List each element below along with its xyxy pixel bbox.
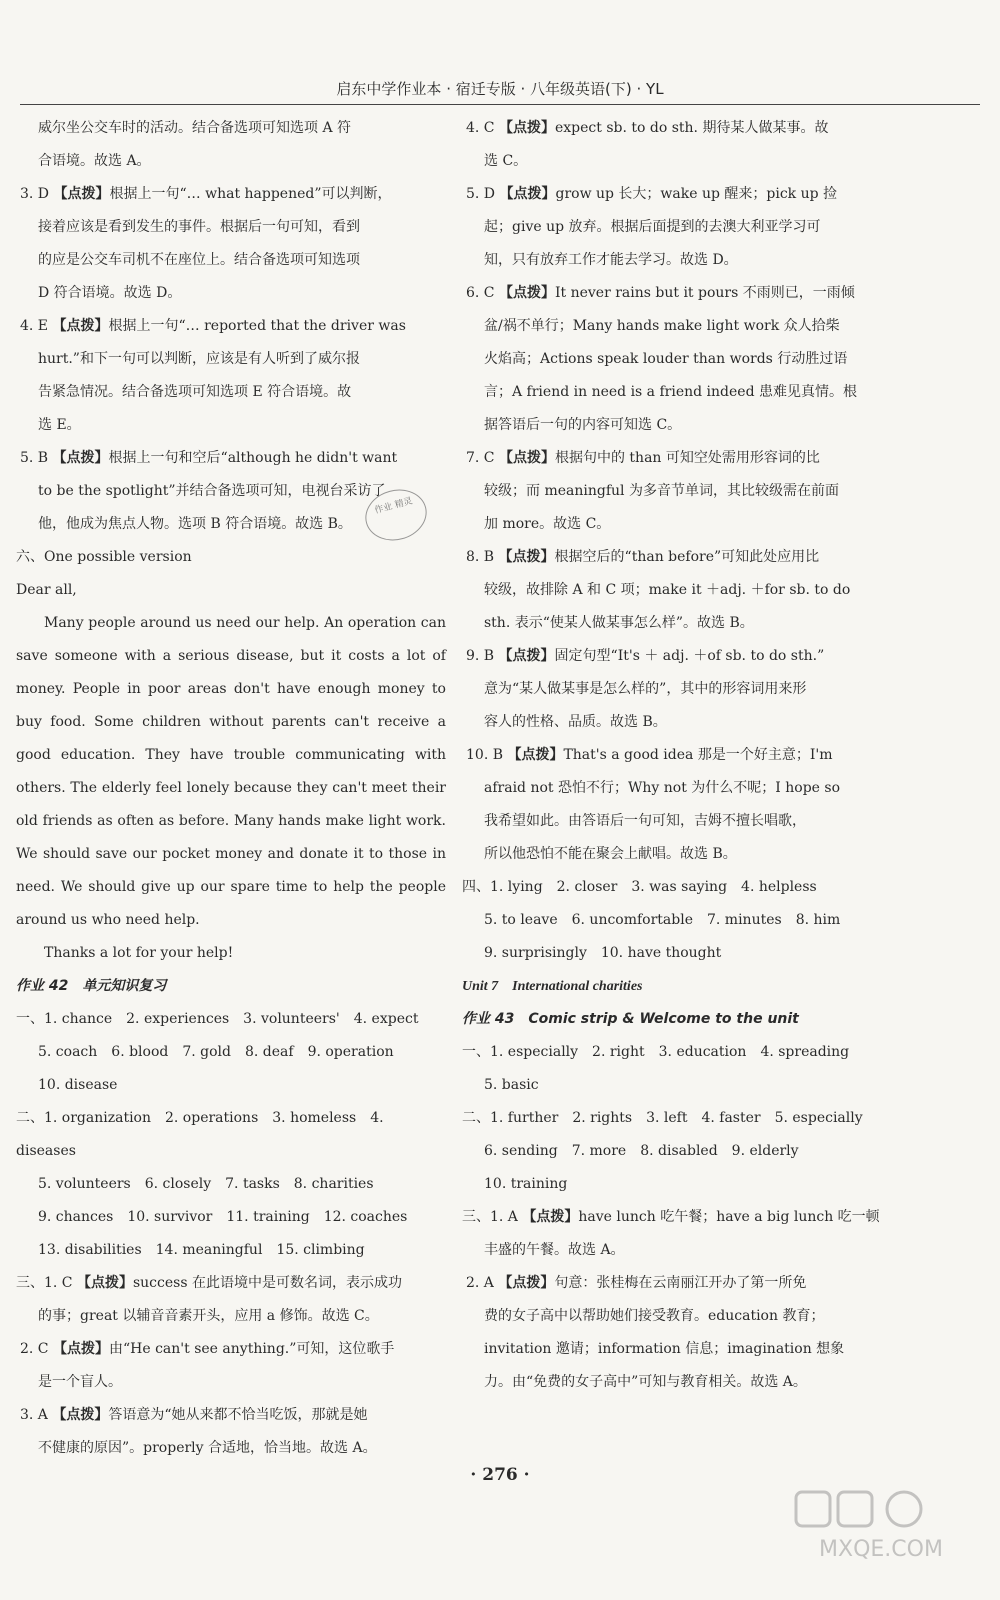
line-text: 据答语后一句的内容可知选 C。 [484, 417, 682, 433]
line-text: 固定句型“It's ＋ adj. ＋of sb. to do sth.” [554, 648, 825, 664]
text-line [16, 1300, 446, 1333]
hint-label: 【点拨】 [498, 450, 555, 466]
item-number: 4. E [20, 318, 53, 334]
line-text: 5. coach 6. blood 7. gold 8. deaf 9. operation [38, 1044, 394, 1060]
line-text: 5. to leave 6. uncomfortable 7. minutes 8. him [484, 912, 841, 928]
line-text: 不健康的原因”。properly 合适地，恰当地。故选 A。 [38, 1440, 377, 1456]
left-column [16, 112, 446, 1465]
stamp-text: 作业 精灵 [373, 496, 414, 517]
line-text: 作业 42 单元知识复习 [16, 978, 167, 994]
line-text: 作业 43 Comic strip & Welcome to the unit [462, 1011, 799, 1027]
item-number: 3. D [20, 186, 54, 202]
hint-label: 【点拨】 [498, 285, 555, 301]
text-line [16, 1168, 446, 1201]
line-text: 力。由“免费的女子高中”可知与教育相关。故选 A。 [484, 1374, 807, 1390]
text-line [16, 541, 446, 574]
hint-label: 【点拨】 [507, 747, 564, 763]
line-text: 的事；great 以辅音音素开头，应用 a 修饰。故选 C。 [38, 1308, 379, 1324]
text-line [16, 145, 446, 178]
text-line [16, 442, 446, 475]
line-text: have lunch 吃午餐；have a big lunch 吃一顿 [578, 1209, 880, 1225]
text-line [462, 1036, 882, 1069]
text-line [462, 805, 882, 838]
line-text: afraid not 恐怕不行；Why not 为什么不呢；I hope so [484, 780, 841, 796]
line-text: 容人的性格、品质。故选 B。 [484, 714, 667, 730]
line-text: That's a good idea 那是一个好主意；I'm [563, 747, 833, 763]
line-text: 选 C。 [484, 153, 528, 169]
hint-label: 【点拨】 [499, 186, 556, 202]
text-line [462, 442, 882, 475]
text-line [16, 343, 446, 376]
text-line [16, 574, 446, 607]
hint-label: 【点拨】 [498, 648, 555, 664]
text-line [462, 706, 882, 739]
text-line [16, 244, 446, 277]
text-line [16, 1399, 446, 1432]
right-column [462, 112, 882, 1399]
text-line [16, 211, 446, 244]
text-line [462, 574, 882, 607]
text-line [16, 607, 446, 937]
text-line [462, 1366, 882, 1399]
line-text: 9. surprisingly 10. have thought [484, 945, 722, 961]
line-text: 根据句中的 than 可知空处需用形容词的比 [554, 450, 820, 466]
item-number: 三、1. A [462, 1209, 523, 1225]
line-text: 6. sending 7. more 8. disabled 9. elderly [484, 1143, 799, 1159]
text-line [462, 277, 882, 310]
text-line [16, 310, 446, 343]
line-text: 5. volunteers 6. closely 7. tasks 8. charities [38, 1176, 374, 1192]
item-number: 9. B [466, 648, 499, 664]
hint-label: 【点拨】 [76, 1275, 133, 1291]
line-text: 一、1. chance 2. experiences 3. volunteers' 4. expect [16, 1011, 419, 1027]
line-text: 火焰高；Actions speak louder than words 行动胜过语 [484, 351, 848, 367]
text-line [16, 1366, 446, 1399]
item-number: 3. A [20, 1407, 53, 1423]
hint-label: 【点拨】 [498, 120, 555, 136]
text-line [462, 475, 882, 508]
line-text: Unit 7 International charities [462, 979, 643, 994]
item-number: 2. C [20, 1341, 53, 1357]
line-text: 起；give up 放弃。根据后面提到的去澳大利亚学习可 [484, 219, 821, 235]
line-text: 六、One possible version [16, 549, 192, 565]
text-line [462, 607, 882, 640]
line-text: 接着应该是看到发生的事件。根据后一句可知，看到 [38, 219, 360, 235]
line-text: hurt.”和下一句可以判断，应该是有人听到了威尔报 [38, 351, 360, 367]
text-line [16, 1432, 446, 1465]
text-line [462, 211, 882, 244]
item-number: 三、1. C [16, 1275, 77, 1291]
text-line [462, 178, 882, 211]
text-line [16, 277, 446, 310]
text-line [462, 1201, 882, 1234]
hint-label: 【点拨】 [52, 1341, 109, 1357]
text-line [462, 838, 882, 871]
line-text: 知，只有放弃工作才能去学习。故选 D。 [484, 252, 738, 268]
line-text: 是一个盲人。 [38, 1374, 122, 1390]
line-text: 选 E。 [38, 417, 81, 433]
page-header: 启东中学作业本 · 宿迁专版 · 八年级英语(下) · YL [20, 78, 980, 105]
text-line [16, 1201, 446, 1234]
text-line [16, 178, 446, 211]
text-line [462, 1267, 882, 1300]
line-text: 根据上一句“… reported that the driver was [108, 318, 406, 334]
text-line [16, 937, 446, 970]
line-text: invitation 邀请；information 信息；imagination 想象 [484, 1341, 845, 1357]
line-text: success 在此语境中是可数名词，表示成功 [132, 1275, 402, 1291]
hint-label: 【点拨】 [52, 450, 109, 466]
text-line [462, 409, 882, 442]
line-text: 加 more。故选 C。 [484, 516, 611, 532]
item-number: 8. B [466, 549, 499, 565]
line-text: 意为“某人做某事是怎么样的”，其中的形容词用来形 [484, 681, 807, 697]
section-heading [16, 970, 446, 1003]
text-line [462, 1102, 882, 1135]
text-line [462, 904, 882, 937]
line-text: Thanks a lot for your help! [44, 945, 234, 961]
line-text: 二、1. organization 2. operations 3. homeless 4. diseases [16, 1110, 384, 1159]
line-text: 言；A friend in need is a friend indeed 患难见真情。根 [484, 384, 857, 400]
line-text: 较级，故排除 A 和 C 项；make it ＋adj. ＋for sb. to do [484, 582, 851, 598]
text-line [462, 310, 882, 343]
line-text: 威尔坐公交车时的活动。结合备选项可知选项 A 符 [38, 120, 352, 136]
text-line [462, 772, 882, 805]
text-line [16, 376, 446, 409]
line-text: sth. 表示“使某人做某事怎么样”。故选 B。 [484, 615, 754, 631]
item-number: 4. C [466, 120, 499, 136]
hint-label: 【点拨】 [52, 1407, 109, 1423]
line-text: 丰盛的午餐。故选 A。 [484, 1242, 625, 1258]
line-text: Dear all, [16, 582, 77, 598]
text-line [462, 937, 882, 970]
hint-label: 【点拨】 [498, 549, 555, 565]
line-text: It never rains but it pours 不雨则已，一雨倾 [554, 285, 855, 301]
text-line [16, 1069, 446, 1102]
text-line [462, 1069, 882, 1102]
line-text: to be the spotlight”并结合备选项可知，电视台采访了 [38, 483, 386, 499]
text-line [462, 145, 882, 178]
section-heading [462, 1003, 882, 1036]
line-text: 盆/祸不单行；Many hands make light work 众人拾柴 [484, 318, 840, 334]
line-text: 较级；而 meaningful 为多音节单词，其比较级需在前面 [484, 483, 839, 499]
text-line [462, 376, 882, 409]
unit-title [462, 970, 882, 1003]
line-text: 9. chances 10. survivor 11. training 12. coaches [38, 1209, 408, 1225]
text-line [462, 871, 882, 904]
line-text: 句意：张桂梅在云南丽江开办了第一所免 [554, 1275, 807, 1291]
line-text: 我希望如此。由答语后一句可知，吉姆不擅长唱歌， [484, 813, 806, 829]
text-line [462, 739, 882, 772]
text-line [16, 1267, 446, 1300]
hint-label: 【点拨】 [522, 1209, 579, 1225]
item-number: 7. C [466, 450, 499, 466]
line-text: Many people around us need our help. An operation can save someone with a serious disease, but it costs a lot of money. People in poor areas don't have enough money to buy food. Some children without parents can't receive a good education. They have trouble communicating with others. The elderly feel lonely because they can't meet their old friends as often as before. Many hands make light work. We should save our pocket money and donate it to those in need. We should give up our spare time to help the people around us who need help. [16, 615, 446, 928]
line-text: 根据空后的“than before”可知此处应用比 [554, 549, 820, 565]
hint-label: 【点拨】 [498, 1275, 555, 1291]
line-text: 合语境。故选 A。 [38, 153, 151, 169]
line-text: 根据上一句和空后“although he didn't want [108, 450, 398, 466]
item-number: 5. B [20, 450, 53, 466]
hint-label: 【点拨】 [53, 186, 110, 202]
line-text: 10. disease [38, 1077, 118, 1093]
text-line [462, 508, 882, 541]
line-text: 10. training [484, 1176, 568, 1192]
line-text: 5. basic [484, 1077, 539, 1093]
text-line [462, 673, 882, 706]
line-text: 一、1. especially 2. right 3. education 4. spreading [462, 1044, 850, 1060]
item-number: 5. D [466, 186, 500, 202]
line-text: grow up 长大；wake up 醒来；pick up 捡 [555, 186, 838, 202]
line-text: 告紧急情况。结合备选项可知选项 E 符合语境。故 [38, 384, 352, 400]
line-text: 所以他恐怕不能在聚会上献唱。故选 B。 [484, 846, 737, 862]
text-line [16, 1036, 446, 1069]
text-line [16, 1333, 446, 1366]
line-text: 的应是公交车司机不在座位上。结合备选项可知选项 [38, 252, 360, 268]
text-line [16, 1102, 446, 1168]
page-number: · 276 · [470, 1465, 530, 1485]
line-text: 他，他成为焦点人物。选项 B 符合语境。故选 B。 [38, 516, 352, 532]
text-line [462, 1168, 882, 1201]
text-line [462, 343, 882, 376]
watermark-logo [786, 1484, 976, 1564]
text-line [462, 112, 882, 145]
text-line [462, 1234, 882, 1267]
line-text: 二、1. further 2. rights 3. left 4. faster 5. especially [462, 1110, 863, 1126]
watermark-text: MXQE.COM [819, 1537, 943, 1562]
text-line [16, 1003, 446, 1036]
line-text: 答语意为“她从来都不恰当吃饭，那就是她 [108, 1407, 368, 1423]
line-text: 四、1. lying 2. closer 3. was saying 4. helpless [462, 879, 817, 895]
text-line [462, 640, 882, 673]
line-text: 13. disabilities 14. meaningful 15. climbing [38, 1242, 365, 1258]
text-line [462, 1333, 882, 1366]
text-line [462, 541, 882, 574]
text-line [462, 1300, 882, 1333]
text-line [462, 244, 882, 277]
hint-label: 【点拨】 [52, 318, 109, 334]
text-line [16, 112, 446, 145]
text-line [462, 1135, 882, 1168]
line-text: 费的女子高中以帮助她们接受教育。education 教育； [484, 1308, 825, 1324]
item-number: 6. C [466, 285, 499, 301]
line-text: D 符合语境。故选 D。 [38, 285, 182, 301]
text-line [16, 1234, 446, 1267]
item-number: 2. A [466, 1275, 499, 1291]
text-line [16, 409, 446, 442]
line-text: 由“He can't see anything.”可知，这位歌手 [108, 1341, 395, 1357]
line-text: 根据上一句“… what happened”可以判断， [109, 186, 392, 202]
line-text: expect sb. to do sth. 期待某人做某事。故 [554, 120, 829, 136]
item-number: 10. B [466, 747, 508, 763]
